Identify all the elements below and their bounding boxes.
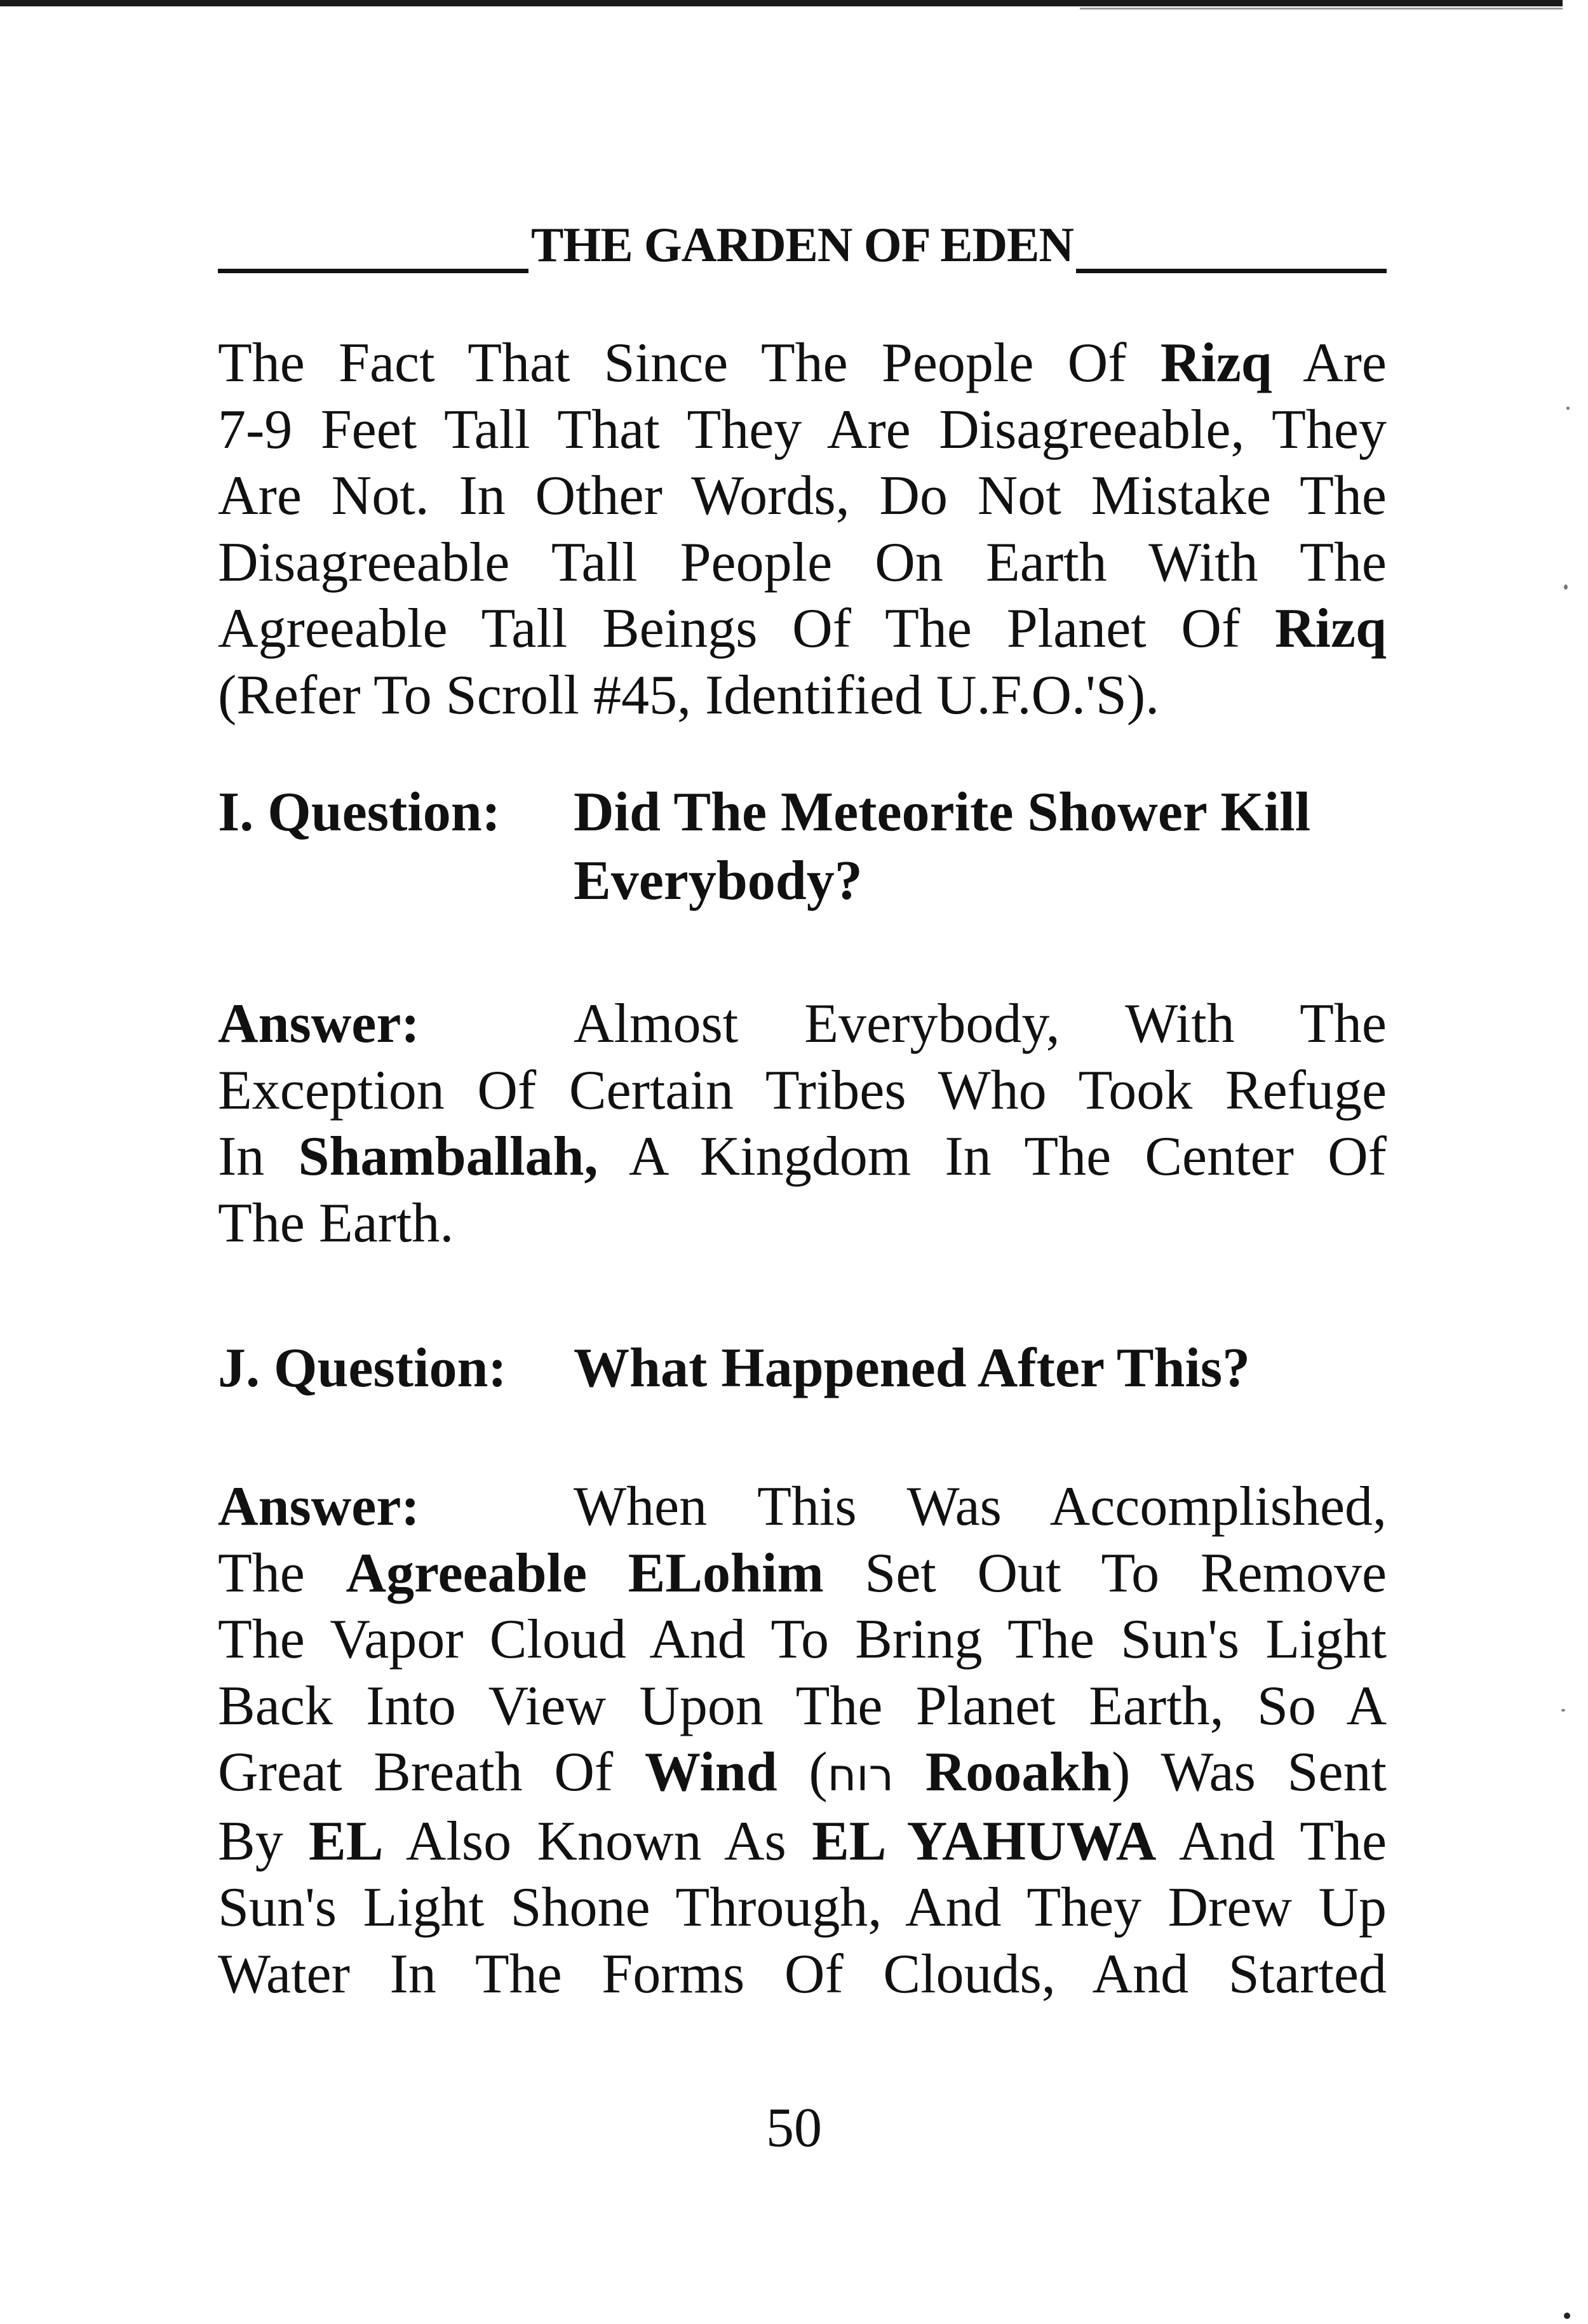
text-line: The Earth. [218,1192,454,1254]
question-j [218,1334,1387,1403]
text-line: When This Was Accomplished, [574,1476,1387,1537]
answer-label: Answer: [218,993,420,1055]
text-line: The Vapor Cloud And To Bring The Sun's Light [218,1609,1387,1670]
text-line: Almost Everybody, With The [574,993,1387,1055]
answer-first-line [218,1474,1387,1541]
scan-speck [1561,1709,1565,1712]
question-text: What Happened After This? [574,1337,1251,1399]
answer-j [218,1474,1387,2008]
scan-speck [1566,407,1570,410]
answer-label: Answer: [218,1476,420,1537]
question-i [218,778,1387,915]
paragraph-rizq [218,330,1387,729]
header-rule-right [1076,224,1387,273]
text-line: Back Into View Upon The Planet Earth, So A [218,1675,1387,1737]
text-line: Agreeable Tall Beings Of The Planet Of Rizq [218,598,1387,659]
text-line: The Agreeable ELohim Set Out To Remove [218,1542,1387,1604]
text-line: The Fact That Since The People Of Rizq Are [218,332,1387,394]
hebrew-ruach: רוח [827,1749,894,1801]
header-rule-left [218,224,528,273]
scan-speck [1564,2313,1570,2319]
question-line: Did The Meteorite Shower Kill [574,781,1311,843]
text-line: Water In The Forms Of Clouds, And Started [218,1943,1387,2005]
running-header [218,216,1387,273]
text-line: 7-9 Feet Tall That They Are Disagreeable, They [218,398,1387,461]
text-line: Are Not. In Other Words, Do Not Mistake The [218,465,1387,527]
text-line: By EL Also Known As EL YAHUWA And The [218,1810,1387,1872]
question-label: J. Question: [218,1337,507,1399]
text-line: (Refer To Scroll #45, Identified U.F.O.'S). [218,664,1160,726]
question-text [574,778,1387,915]
text-line: Disagreeable Tall People On Earth With The [218,531,1387,593]
text-line: Great Breath Of Wind (רוח Rooakh) Was Sent [218,1741,1387,1803]
scan-speck [1564,584,1568,590]
text-line: Sun's Light Shone Through, And They Drew Up [218,1877,1387,1938]
answer-first-line [218,991,1387,1058]
top-scan-edge-faint [1080,8,1563,10]
answer-i [218,991,1387,1257]
text-line: In Shamballah, A Kingdom In The Center Of [218,1126,1387,1187]
top-scan-edge [0,0,1563,6]
page-number: 50 [766,2097,822,2159]
question-label: I. Question: [218,781,501,843]
header-title: THE GARDEN OF EDEN [530,217,1074,272]
text-line: Exception Of Certain Tribes Who Took Refuge [218,1059,1387,1121]
question-line: Everybody? [574,850,863,912]
